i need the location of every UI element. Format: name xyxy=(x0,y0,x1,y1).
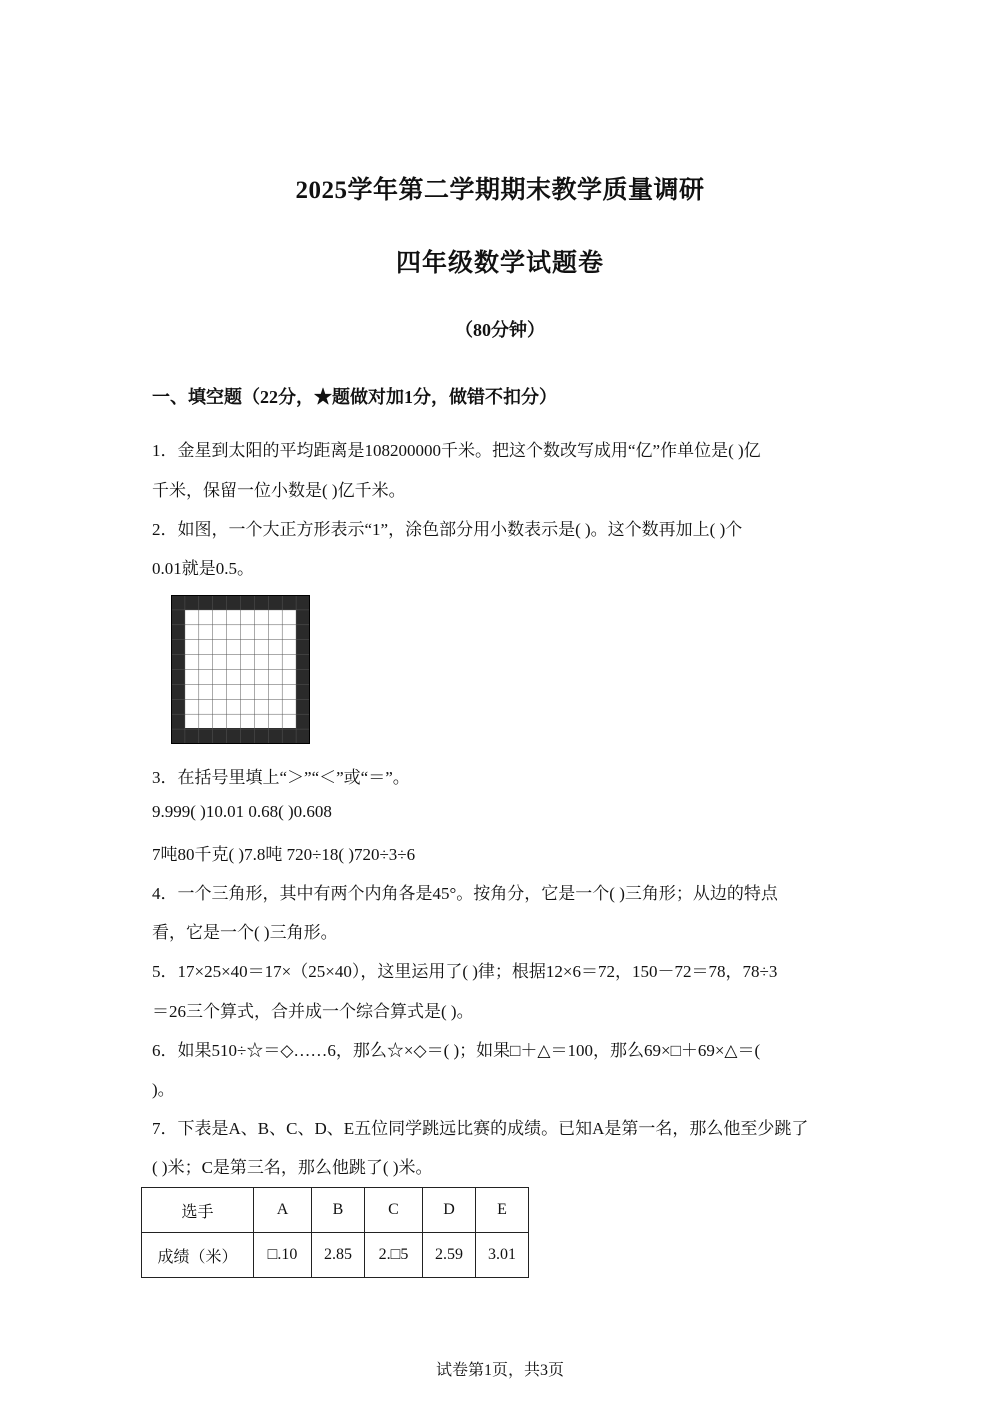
table-cell: 2.□5 xyxy=(365,1233,423,1278)
table-cell: A xyxy=(254,1188,312,1233)
question-7-line-2: ( )米；C是第三名，那么他跳了( )米。 xyxy=(152,1158,433,1177)
question-5-line-1: 5．17×25×40＝17×（25×40），这里运用了( )律；根据12×6＝72，150－72＝78，78÷3 xyxy=(152,962,778,981)
hundred-square-figure xyxy=(171,595,310,744)
question-1-line-1: 1．金星到太阳的平均距离是108200000千米。把这个数改写成用“亿”作单位是( )亿 xyxy=(152,441,761,460)
table-cell: C xyxy=(365,1188,423,1233)
question-4-line-2: 看，它是一个( )三角形。 xyxy=(152,923,338,942)
question-7-line-1: 7．下表是A、B、C、D、E五位同学跳远比赛的成绩。已知A是第一名，那么他至少跳了 xyxy=(152,1119,809,1138)
question-3-line-2: 9.999( )10.01 0.68( )0.608 xyxy=(152,802,332,821)
exam-duration: （80分钟） xyxy=(455,320,545,340)
table-cell: 2.85 xyxy=(312,1233,365,1278)
question-5-line-2: ＝26三个算式，合并成一个综合算式是( )。 xyxy=(152,1002,474,1021)
question-2-line-2: 0.01就是0.5。 xyxy=(152,559,254,578)
question-3-line-3: 7吨80千克( )7.8吨 720÷18( )720÷3÷6 xyxy=(152,845,416,864)
question-6-line-1: 6．如果510÷☆＝◇……6，那么☆×◇＝( )；如果□＋△＝100，那么69×□＋69×△＝( xyxy=(152,1041,761,1060)
table-header-row xyxy=(142,1188,529,1233)
long-jump-score-table xyxy=(141,1187,529,1278)
table-cell: B xyxy=(312,1188,365,1233)
exam-subtitle: 四年级数学试题卷 xyxy=(395,250,604,277)
question-2-line-1: 2．如图，一个大正方形表示“1”，涂色部分用小数表示是( )。这个数再加上( )个 xyxy=(152,520,743,539)
table-row xyxy=(142,1233,529,1278)
table-cell: 2.59 xyxy=(423,1233,476,1278)
table-cell: 选手 xyxy=(142,1188,254,1233)
table-cell: 成绩（米） xyxy=(142,1233,254,1278)
page-footer: 试卷第1页，共3页 xyxy=(435,1362,564,1379)
table-cell: □.10 xyxy=(254,1233,312,1278)
exam-title: 2025学年第二学期期末教学质量调研 xyxy=(295,177,705,204)
table-cell: 3.01 xyxy=(476,1233,529,1278)
question-6-line-2: )。 xyxy=(152,1080,175,1099)
section-heading-fill-in: 一、填空题（22分，★题做对加1分，做错不扣分） xyxy=(152,387,557,407)
table-cell: D xyxy=(423,1188,476,1233)
question-1-line-2: 千米，保留一位小数是( )亿千米。 xyxy=(152,481,406,500)
table-cell: E xyxy=(476,1188,529,1233)
question-4-line-1: 4．一个三角形，其中有两个内角各是45°。按角分，它是一个( )三角形；从边的特点 xyxy=(152,884,778,903)
question-3-line-1: 3．在括号里填上“＞”“＜”或“＝”。 xyxy=(152,768,410,787)
